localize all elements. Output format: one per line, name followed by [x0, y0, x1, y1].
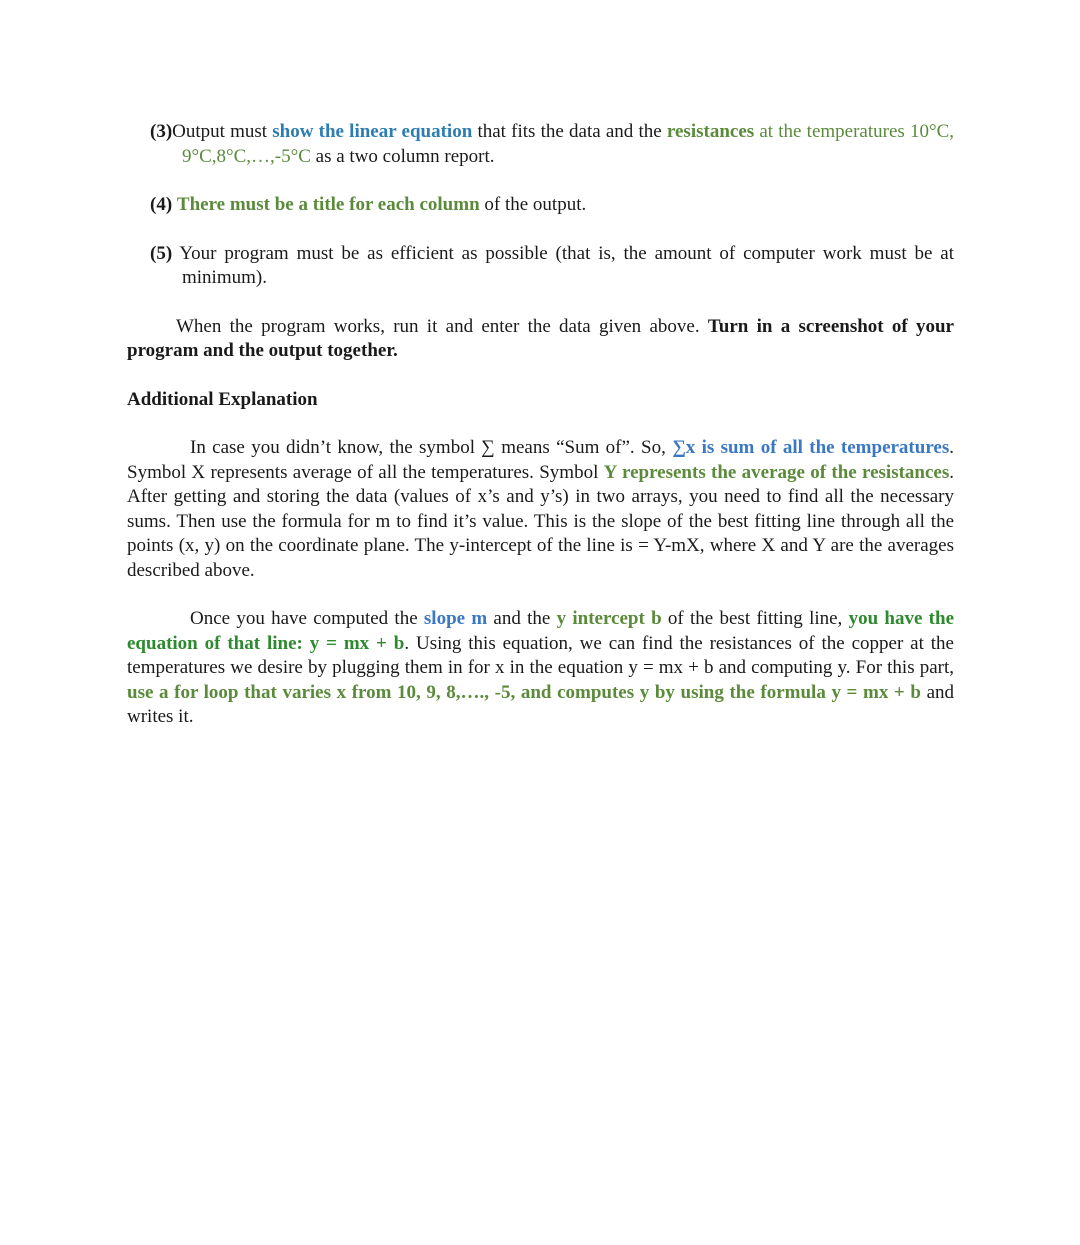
requirement-4 — [150, 193, 954, 218]
explanation-paragraph-2 — [127, 607, 954, 730]
explanation-2-text-4: . Using this equation, we can find the resistances of the copper at the temperatures we desire by plugging them in for x in the equation y = mx + b and computing y. For this part, — [127, 632, 954, 678]
highlight-sum-x: ∑x is sum of all the temperatures — [672, 437, 950, 458]
explanation-1-text-2: . Symbol X represents average of all the temperatures. Symbol — [127, 437, 954, 483]
explanation-1-text: In case you didn’t know, the symbol ∑ means “Sum of”. So, — [190, 437, 673, 458]
requirement-3-text-2: that fits the data and the — [472, 121, 667, 142]
highlight-equation: you have the equation of that line: y = mx + b — [127, 608, 954, 654]
requirement-3-text-3: as a two column report. — [310, 145, 495, 167]
highlight-resistances: resistances — [666, 121, 755, 142]
requirement-3-text: Output must — [172, 121, 273, 142]
highlight-y-average: Y represents the average of the resistances — [603, 461, 950, 483]
highlight-slope: slope m — [423, 608, 488, 629]
explanation-2-text-2: and the — [487, 608, 557, 629]
highlight-temperatures: at the temperatures 10°C, 9°C,8°C,…,-5°C — [182, 121, 954, 167]
highlight-column-title: There must be a title for each column — [176, 194, 480, 215]
section-heading: Additional Explanation — [127, 388, 318, 410]
highlight-for-loop: use a for loop that varies x from 10, 9, 8,…., -5, and computes y by using the formula y = mx + b — [127, 681, 921, 703]
explanation-paragraph-1 — [127, 436, 954, 583]
explanation-2-text-5: and writes it. — [127, 681, 954, 727]
run-instructions — [127, 315, 954, 364]
requirement-3-number: (3) — [150, 121, 173, 142]
document-body — [127, 120, 954, 754]
requirement-3 — [150, 120, 954, 169]
requirement-5-number: (5) — [150, 242, 173, 264]
requirement-5 — [150, 242, 954, 291]
requirement-5-text: Your program must be as efficient as possible (that is, the amount of computer work must be at minimum). — [172, 242, 954, 288]
run-instructions-text: When the program works, run it and enter the data given above. — [176, 315, 708, 337]
highlight-intercept: y intercept b — [556, 608, 662, 629]
requirement-4-number: (4) — [150, 194, 173, 215]
run-instructions-bold: Turn in a screenshot of your program and the output together. — [127, 315, 954, 361]
explanation-2-text: Once you have computed the — [190, 608, 424, 629]
highlight-linear-equation: show the linear equation — [272, 121, 473, 142]
explanation-2-text-3: of the best fitting line, — [661, 608, 849, 629]
requirement-4-text: of the output. — [479, 194, 587, 215]
explanation-1-text-3: . After getting and storing the data (values of x’s and y’s) in two arrays, you need to find all the necessary sums. Then use the formula for m to find it’s value. This is the slope of the best fitting line through all the points (x, y) on the coordinate plane. The y-intercept of the line is = Y-mX, where X and Y are the averages described above. — [127, 461, 954, 581]
